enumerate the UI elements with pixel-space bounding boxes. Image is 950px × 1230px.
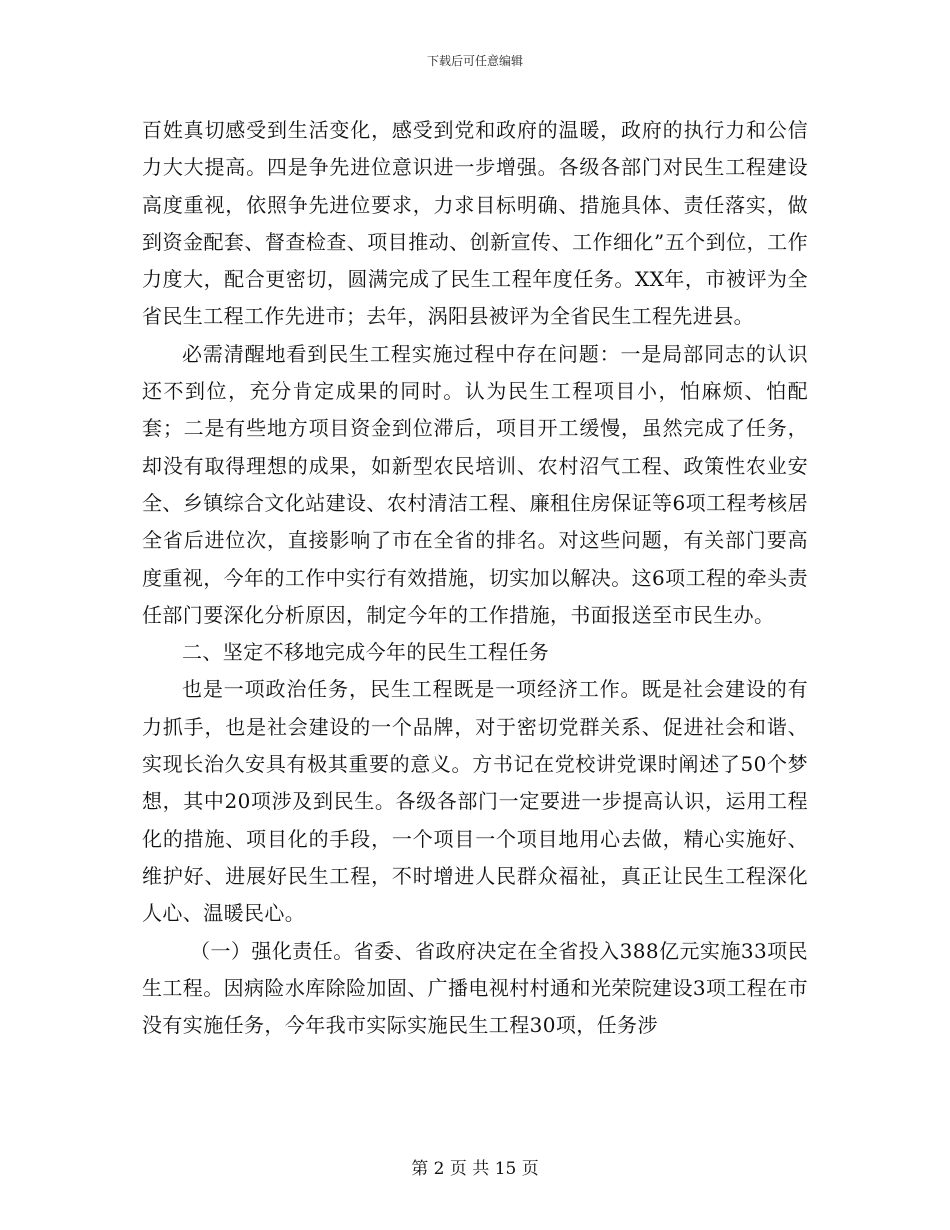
page-footer: 第 2 页 共 15 页	[411, 1159, 539, 1179]
document-body	[142, 112, 808, 1044]
paragraph-4: （一）强化责任。省委、省政府决定在全省投入388亿元实施33项民生工程。因病险水库除险加固、广播电视村村通和光荣院建设3项工程在市没有实施任务，今年我市实际实施民生工程30项，任务涉	[142, 938, 808, 1038]
paragraph-1: 百姓真切感受到生活变化，感受到党和政府的温暖，政府的执行力和公信力大大提高。四是争先进位意识进一步增强。各级各部门对民生工程建设高度重视，依照争先进位要求，力求目标明确、措施具体、责任落实，做到资金配套、督查检查、项目推动、创新宣传、工作细化”五个到位，工作力度大，配合更密切，圆满完成了民生工程年度任务。XX年，市被评为全省民生工程工作先进市；去年，涡阳县被评为全省民生工程先进县。	[142, 118, 808, 329]
paragraph-2: 必需清醒地看到民生工程实施过程中存在问题：一是局部同志的认识还不到位，充分肯定成果的同时。认为民生工程项目小，怕麻烦、怕配套；二是有些地方项目资金到位滞后，项目开工缓慢，虽然完成了任务，却没有取得理想的成果，如新型农民培训、农村沼气工程、政策性农业安全、乡镇综合文化站建设、农村清洁工程、廉租住房保证等6项工程考核居全省后进位次，直接影响了市在全省的排名。对这些问题，有关部门要高度重视，今年的工作中实行有效措施，切实加以解决。这6项工程的牵头责任部门要深化分析原因，制定今年的工作措施，书面报送至市民生办。	[142, 341, 808, 627]
page-header: 下载后可任意编辑	[426, 54, 523, 68]
paragraph-3: 也是一项政治任务，民生工程既是一项经济工作。既是社会建设的有力抓手，也是社会建设的一个品牌，对于密切党群关系、促进社会和谐、实现长治久安具有极其重要的意义。方书记在党校讲党课时阐述了50个梦想，其中20项涉及到民生。各级各部门一定要进一步提高认识，运用工程化的措施、项目化的手段，一个项目一个项目地用心去做，精心实施好、维护好、进展好民生工程，不时增进人民群众福祉，真正让民生工程深化人心、温暖民心。	[142, 677, 808, 926]
section-heading: 二、坚定不移地完成今年的民生工程任务	[182, 640, 550, 665]
